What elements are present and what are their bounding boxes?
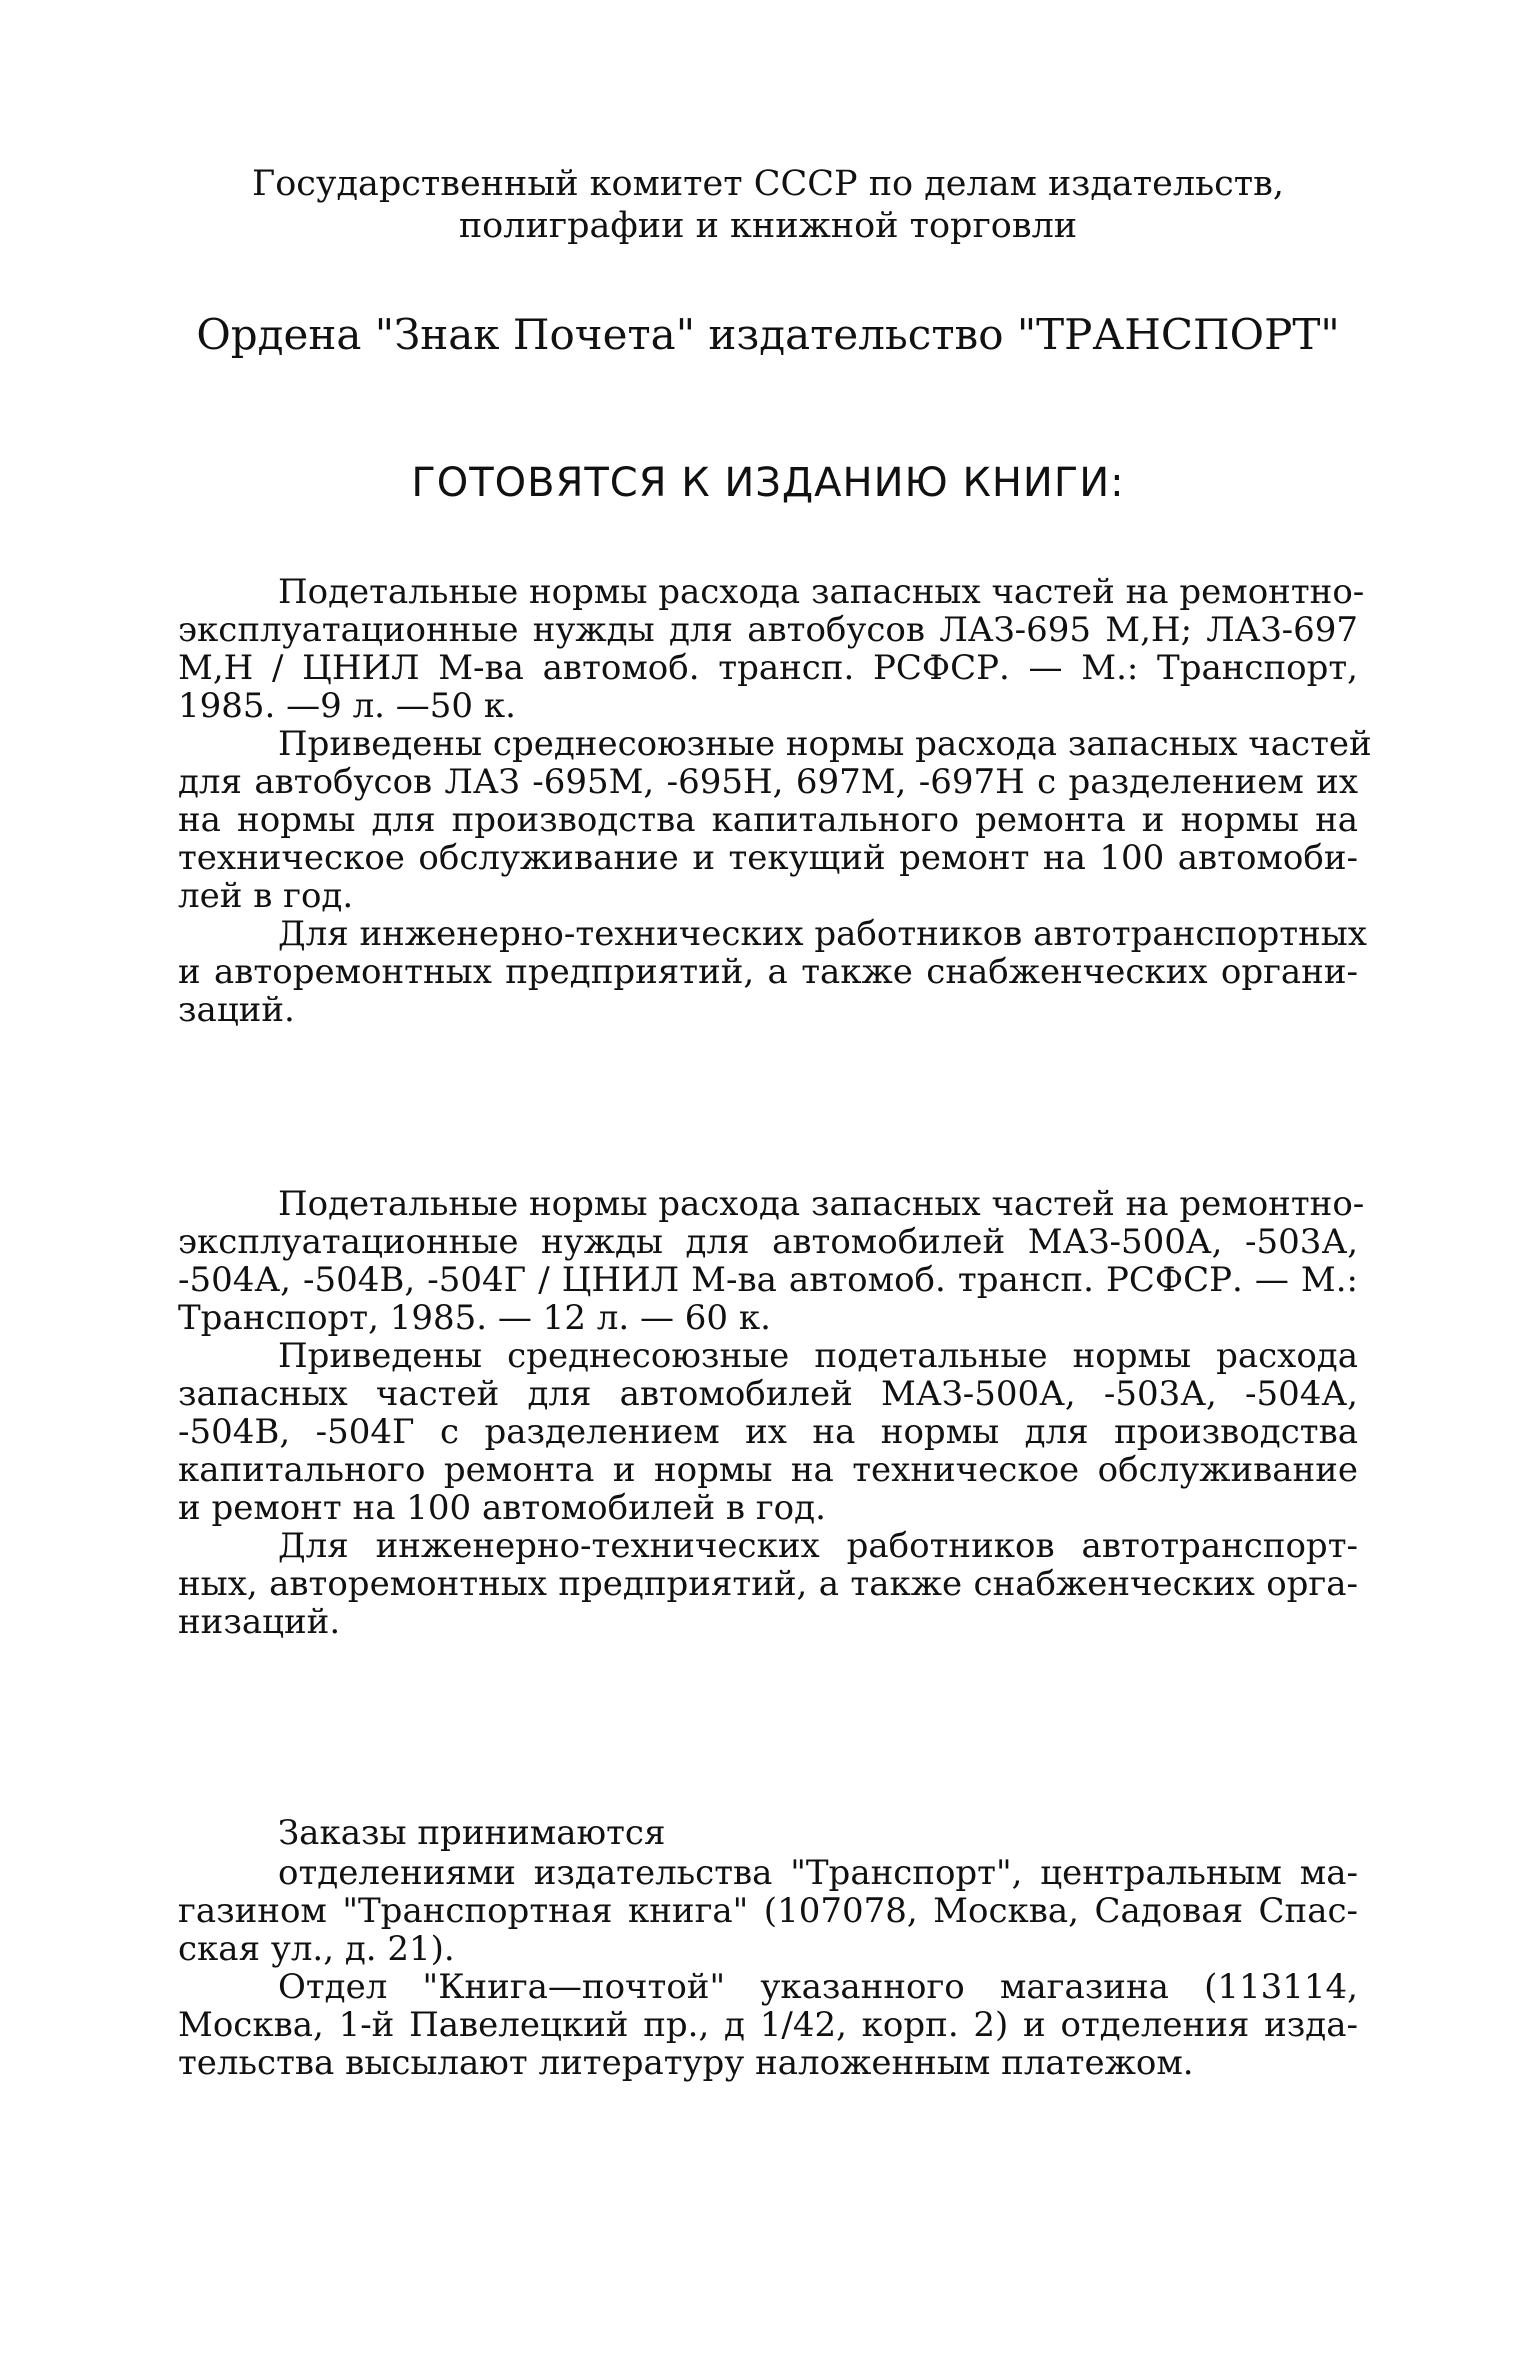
book-1-line-3: М,Н / ЦНИЛ М-ва автомоб. трансп. РСФСР. — М.: Транспорт, — [178, 648, 1358, 688]
book-2-line-11: ных, авторемонтных предприятий, а также снабженческих орга- — [178, 1564, 1358, 1604]
book-2-line-7: -504В, -504Г с разделением их на нормы для производства — [178, 1412, 1358, 1452]
orders-line-1: Заказы принимаются — [278, 1813, 666, 1853]
book-1-line-4: 1985. —9 л. —50 к. — [178, 686, 516, 726]
orders-line-2: отделениями издательства "Транспорт", центральным ма- — [278, 1853, 1358, 1893]
book-2-line-9: и ремонт на 100 автомобилей в год. — [178, 1488, 826, 1528]
orders-line-3: газином "Транспортная книга" (107078, Москва, Садовая Спас- — [178, 1891, 1358, 1931]
book-2-line-5: Приведены среднесоюзные подетальные нормы расхода — [278, 1336, 1358, 1376]
orders-line-6: Москва, 1-й Павелецкий пр., д 1/42, корп. 2) и отделения изда- — [178, 2005, 1358, 2045]
book-2-line-8: капитального ремонта и нормы на техническое обслуживание — [178, 1450, 1358, 1490]
section-title: ГОТОВЯТСЯ К ИЗДАНИЮ КНИГИ: — [411, 460, 1125, 506]
book-1-line-6: для автобусов ЛАЗ -695М, -695Н, 697М, -697Н с разделением их — [178, 762, 1358, 802]
book-2-line-2: эксплуатационные нужды для автомобилей МАЗ-500А, -503А, — [178, 1222, 1358, 1262]
book-2-line-4: Транспорт, 1985. — 12 л. — 60 к. — [178, 1298, 771, 1338]
book-1-line-12: заций. — [178, 990, 295, 1030]
book-1-line-9: лей в год. — [178, 876, 354, 916]
publisher-title: Ордена "Знак Почета" издательство "ТРАНСПОРТ" — [196, 310, 1340, 359]
book-2-line-10: Для инженерно-технических работников автотранспорт- — [278, 1526, 1358, 1566]
orders-line-7: тельства высылают литературу наложенным платежом. — [178, 2043, 1194, 2083]
book-2-line-1: Подетальные нормы расхода запасных частей на ремонтно- — [278, 1184, 1365, 1224]
publisher-org-line-2: полиграфии и книжной торговли — [458, 206, 1078, 246]
book-2-line-3: -504А, -504В, -504Г / ЦНИЛ М-ва автомоб. трансп. РСФСР. — М.: — [178, 1260, 1358, 1300]
book-1-line-2: эксплуатационные нужды для автобусов ЛАЗ-695 М,Н; ЛАЗ-697 — [178, 610, 1358, 650]
orders-line-4: ская ул., д. 21). — [178, 1929, 455, 1969]
book-1-line-8: техническое обслуживание и текущий ремонт на 100 автомоби- — [178, 838, 1358, 878]
publisher-org-line-1: Государственный комитет СССР по делам издательств, — [252, 164, 1284, 204]
book-1-line-5: Приведены среднесоюзные нормы расхода запасных частей — [278, 724, 1372, 764]
book-1-line-11: и авторемонтных предприятий, а также снабженческих органи- — [178, 952, 1358, 992]
book-1-line-7: на нормы для производства капитального ремонта и нормы на — [178, 800, 1358, 840]
orders-line-5: Отдел "Книга—почтой" указанного магазина (113114, — [278, 1967, 1358, 2007]
book-2-line-6: запасных частей для автомобилей МАЗ-500А, -503А, -504А, — [178, 1374, 1358, 1414]
book-1-line-1: Подетальные нормы расхода запасных частей на ремонтно- — [278, 572, 1365, 612]
book-1-line-10: Для инженерно-технических работников автотранспортных — [278, 914, 1367, 954]
book-2-line-12: низаций. — [178, 1602, 341, 1642]
